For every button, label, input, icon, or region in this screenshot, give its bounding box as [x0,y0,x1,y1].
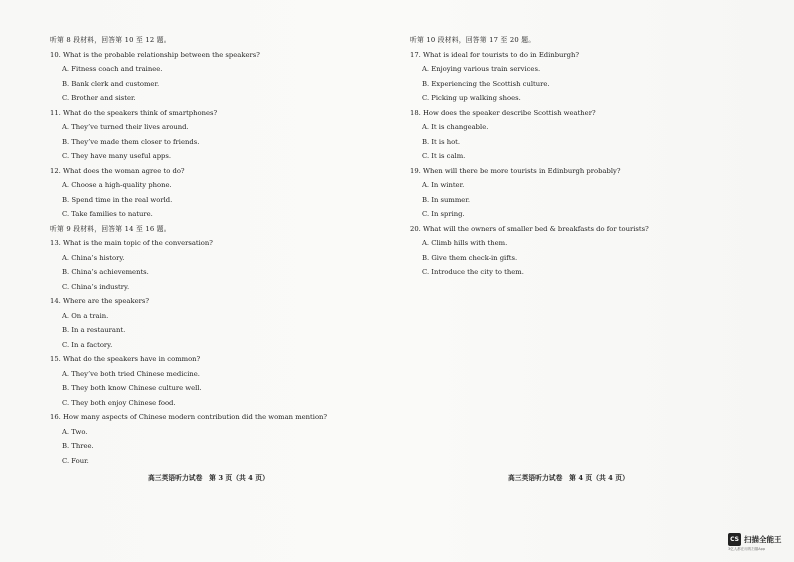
option-17a: A. Enjoying various train services. [422,65,541,73]
section-heading: 听第 8 段材料，回答第 10 至 12 题。 [50,36,171,44]
option-11b: B. They’ve made them closer to friends. [62,137,200,146]
option-15c: C. They both enjoy Chinese food. [62,398,176,407]
option-12b: B. Spend time in the real world. [62,195,173,204]
section-heading: 听第 9 段材料，回答第 14 至 16 题。 [50,224,171,233]
watermark-brand-name: 扫描全能王 [744,535,782,544]
page-footer-left: 高三英语听力试卷 第 3 页（共 4 页） [148,474,269,482]
option-17c: C. Picking up walking shoes. [422,94,521,102]
option-13b: B. China’s achievements. [62,268,149,276]
option-20c: C. Introduce the city to them. [422,268,524,276]
option-10a: A. Fitness coach and trainee. [62,65,163,73]
option-13a: A. China’s history. [62,253,125,262]
option-12a: A. Choose a high-quality phone. [62,181,172,189]
option-11a: A. They’ve turned their lives around. [62,123,189,131]
option-15a: A. They’ve both tried Chinese medicine. [62,369,200,378]
option-18b: B. It is hot. [422,137,461,146]
option-10b: B. Bank clerk and customer. [62,79,160,88]
option-18a: A. It is changeable. [422,123,489,131]
option-16c: C. Four. [62,456,89,465]
option-12c: C. Take families to nature. [62,210,153,218]
question-18: 18. How does the speaker describe Scottish weather? [410,108,596,117]
option-14b: B. In a restaurant. [62,326,126,334]
option-20a: A. Climb hills with them. [422,239,508,247]
option-18c: C. It is calm. [422,152,466,160]
option-11c: C. They have many useful apps. [62,152,172,160]
option-19b: B. In summer. [422,195,470,204]
option-13c: C. China’s industry. [62,282,130,291]
page-footer-right: 高三英语听力试卷 第 4 页（共 4 页） [508,474,629,482]
question-10: 10. What is the probable relationship between the speakers? [50,50,260,59]
scanner-watermark [728,531,790,555]
question-15: 15. What do the speakers have in common? [50,355,201,363]
option-19a: A. In winter. [422,181,465,189]
section-heading: 听第 10 段材料，回答第 17 至 20 题。 [410,36,536,44]
option-14a: A. On a train. [62,311,109,320]
question-11: 11. What do the speakers think of smartphones? [50,108,218,117]
question-20: 20. What will the owners of smaller bed & breakfasts do for tourists? [410,224,649,233]
camscanner-logo-icon: CS [728,533,741,546]
question-17: 17. What is ideal for tourists to do in Edinburgh? [410,50,580,59]
option-14c: C. In a factory. [62,340,113,349]
option-10c: C. Brother and sister. [62,94,136,102]
option-15b: B. They both know Chinese culture well. [62,384,202,392]
right-column [410,33,750,280]
option-17b: B. Experiencing the Scottish culture. [422,79,550,88]
question-13: 13. What is the main topic of the conversation? [50,239,213,247]
left-column [50,33,390,468]
watermark-tagline: 3亿人都在用的扫描App [728,547,766,551]
option-19c: C. In spring. [422,210,465,218]
question-16: 16. How many aspects of Chinese modern contribution did the woman mention? [50,413,328,421]
option-16b: B. Three. [62,442,94,450]
option-16a: A. Two. [62,427,88,436]
question-19: 19. When will there be more tourists in Edinburgh probably? [410,166,621,175]
option-20b: B. Give them check-in gifts. [422,253,518,262]
question-14: 14. Where are the speakers? [50,297,149,305]
question-12: 12. What does the woman agree to do? [50,166,185,175]
